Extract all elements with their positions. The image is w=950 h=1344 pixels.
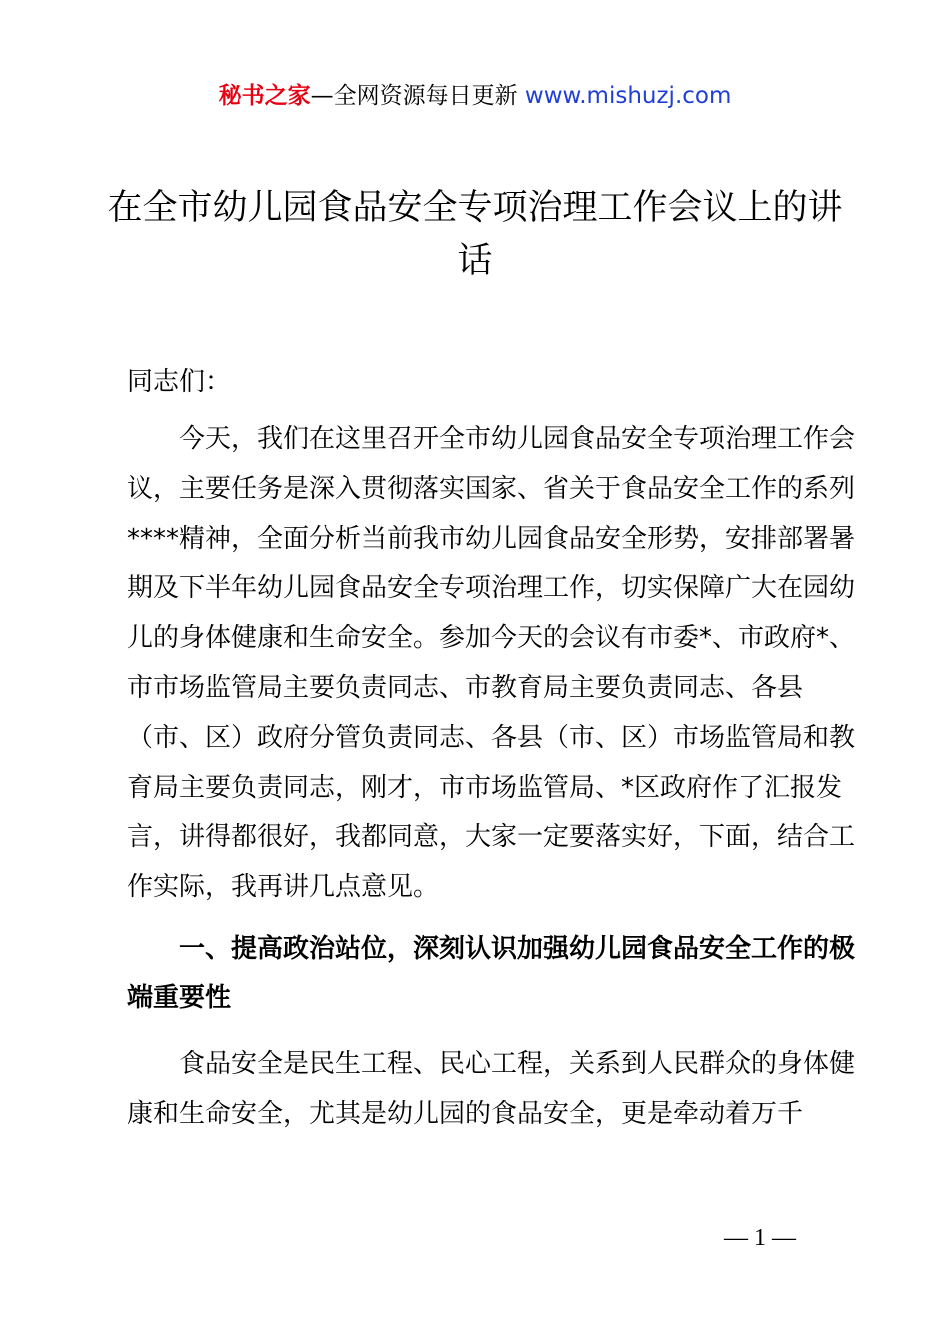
site-brand-name: 秘书之家 (218, 83, 311, 109)
site-url-link[interactable]: www.mishuzj.com (524, 83, 732, 109)
site-header-banner (0, 80, 950, 112)
salutation: 同志们： (127, 367, 232, 397)
page-number: — 1 — (724, 1225, 796, 1251)
section-heading: 一、提高政治站位，深刻认识加强幼儿园食品安全工作的极端重要性 (127, 934, 856, 1013)
body-paragraph: 今天，我们在这里召开全市幼儿园食品安全专项治理工作会议，主要任务是深入贯彻落实国家、省关于食品安全工作的系列****精神，全面分析当前我市幼儿园食品安全形势，安排部署暑期及下半年幼儿园食品安全专项治理工作，切实保障广大在园幼儿的身体健康和生命安全。参加今天的会议有市委*、市政府*、市市场监管局主要负责同志、市教育局主要负责同志、各县（市、区）政府分管负责同志、各县（市、区）市场监管局和教育局主要负责同志，刚才，市市场监管局、*区政府作了汇报发言，讲得都很好，我都同意，大家一定要落实好，下面，结合工作实际，我再讲几点意见。 (127, 424, 856, 903)
site-tagline: —全网资源每日更新 (310, 83, 518, 109)
document-title: 在全市幼儿园食品安全专项治理工作会议上的讲话 (107, 188, 843, 281)
body-paragraph: 食品安全是民生工程、民心工程，关系到人民群众的身体健康和生命安全，尤其是幼儿园的食品安全，更是牵动着万千 (127, 1049, 856, 1129)
